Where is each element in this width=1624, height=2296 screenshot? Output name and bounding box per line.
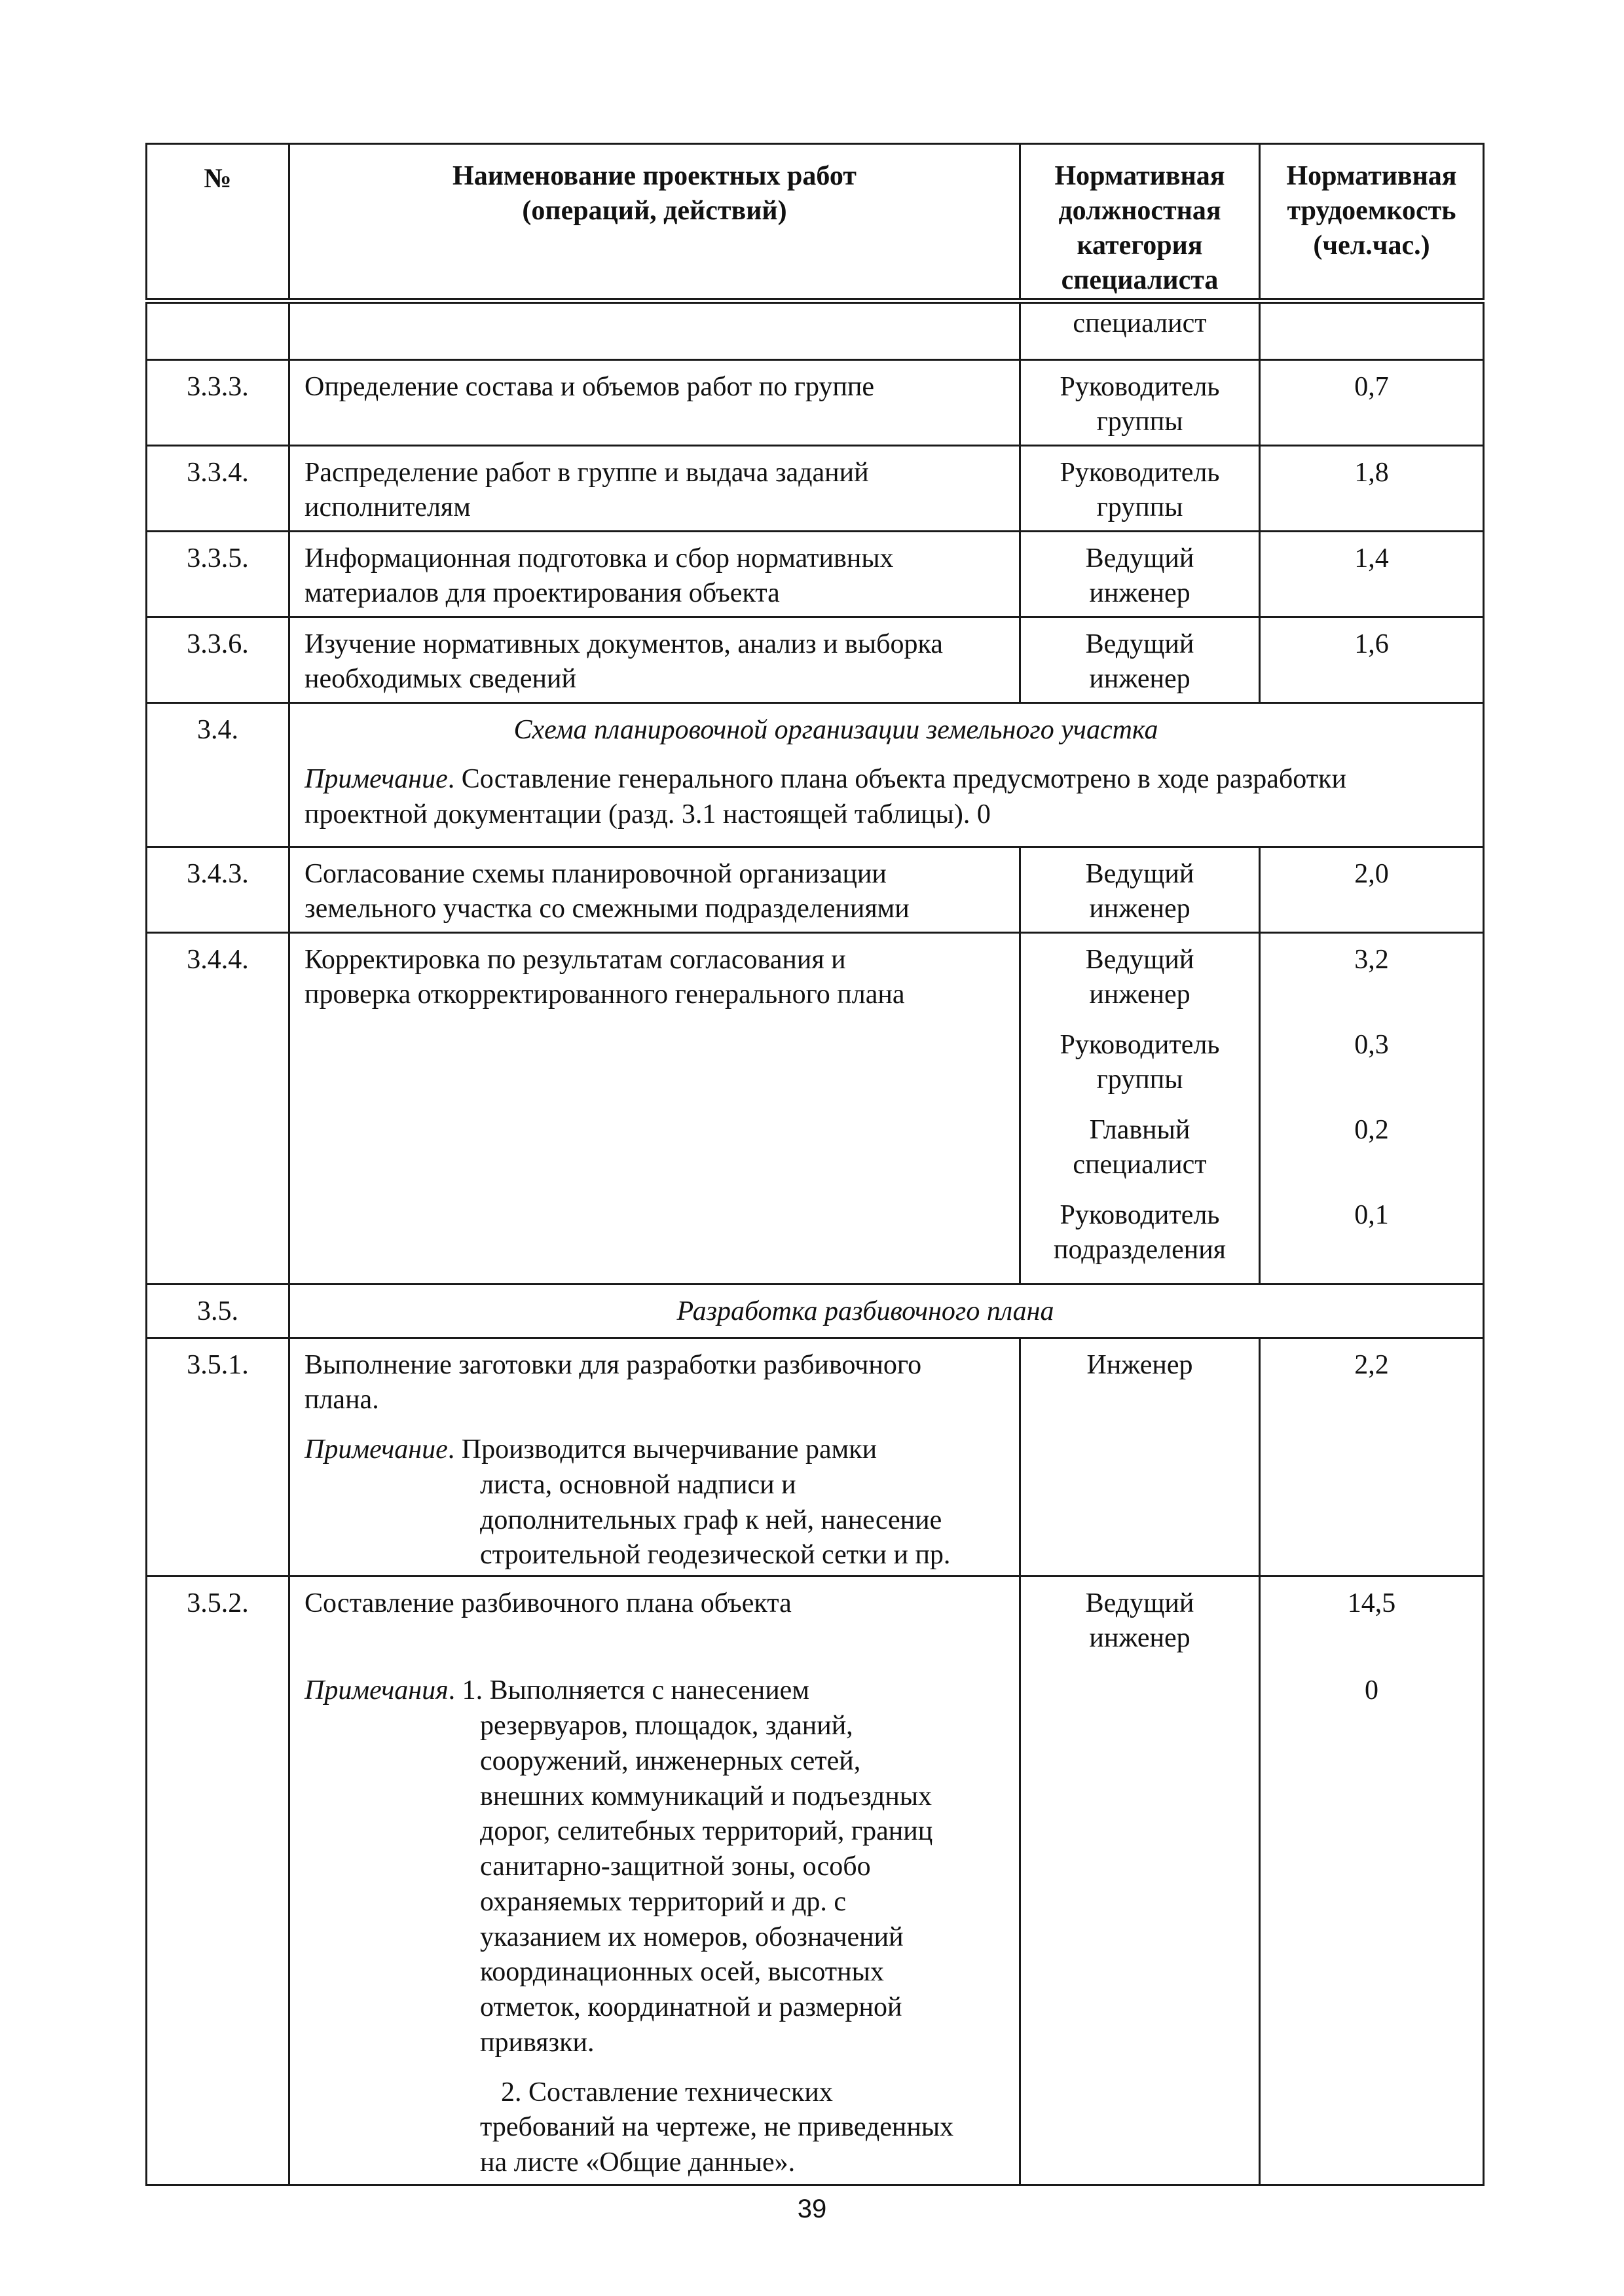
cell-category: Ведущий инженер <box>1020 847 1260 932</box>
table-row-3-3-4 <box>147 445 1484 531</box>
cell-number: 3.3.6. <box>147 617 289 702</box>
cell-labor: 14,5 0 <box>1260 1576 1484 2185</box>
cell-name: Согласование схемы планировочной организации земельного участка со смежными подразделениями <box>289 847 1020 932</box>
cell-labor: 1,4 <box>1260 531 1484 617</box>
cell-number: 3.5.2. <box>147 1576 289 2185</box>
table-row-3-3-5 <box>147 531 1484 617</box>
labor-entry: 0,3 <box>1354 1029 1389 1060</box>
labor-entry: 3,2 <box>1354 944 1389 975</box>
cell-number: 3.4.3. <box>147 847 289 932</box>
section-title: Разработка разбивочного плана <box>676 1296 1054 1326</box>
cell-labor <box>1260 301 1484 359</box>
cell-name: Информационная подготовка и сбор нормативных материалов для проектирования объекта <box>289 531 1020 617</box>
cell-name <box>289 301 1020 359</box>
cell-labor <box>1260 932 1484 1284</box>
category-entry: Руководитель группы <box>1060 1029 1220 1095</box>
cell-labor: 1,6 <box>1260 617 1484 702</box>
cell-name: Изучение нормативных документов, анализ и выборка необходимых сведений <box>289 617 1020 702</box>
labor-note-value: 0 <box>1365 1675 1378 1706</box>
cell-number: 3.3.5. <box>147 531 289 617</box>
row-note: Примечание. Производится вычерчивание рамки листа, основной надписи и дополнительных граф к ней, нанесение строительной геодезической сетки и пр. <box>304 1434 951 1571</box>
cell-name: Составление разбивочного плана объекта Примечания. 1. Выполняется с нанесением резервуаров, площадок, зданий, сооружений, инженерных сетей, внешних коммуникаций и подъездных дорог, селитебных территорий, границ санитарно-защитной зоны, особо охраняемых территорий и др. с указанием их номеров, обозначений координационных осей, высотных отметок, координатной и размерной привязки. 2. Составление технических требований на чертеже, не приведенных на листе «Общие данные». <box>289 1576 1020 2185</box>
cell-number: 3.3.3. <box>147 359 289 445</box>
category-entry: Главный специалист <box>1073 1114 1207 1180</box>
category-entry: Руководитель подразделения <box>1054 1199 1226 1266</box>
section-title: Схема планировочной организации земельного участка <box>513 714 1158 745</box>
table-row-3-4-3 <box>147 847 1484 932</box>
cell-number: 3.4. <box>147 702 289 847</box>
table-row-3-3-3 <box>147 359 1484 445</box>
norms-table <box>145 143 1485 2186</box>
labor-entry: 0,2 <box>1354 1114 1389 1145</box>
table-row-continuation <box>147 301 1484 359</box>
cell-name: Корректировка по результатам согласования и проверка откорректированного генерального плана <box>289 932 1020 1284</box>
cell-category: специалист <box>1020 301 1260 359</box>
cell-labor: 2,2 <box>1260 1338 1484 1576</box>
cell-labor: 0,7 <box>1260 359 1484 445</box>
cell-category: Инженер <box>1020 1338 1260 1576</box>
table-row-3-3-6 <box>147 617 1484 702</box>
cell-number: 3.3.4. <box>147 445 289 531</box>
cell-number: 3.5.1. <box>147 1338 289 1576</box>
cell-labor: 2,0 <box>1260 847 1484 932</box>
table-row-section-3-5 <box>147 1284 1484 1338</box>
cell-category: Ведущий инженер <box>1020 617 1260 702</box>
table-row-3-4-4 <box>147 932 1484 1284</box>
cell-section <box>289 702 1484 847</box>
header-specialist-category: Нормативная должностная категория специалиста <box>1020 144 1260 301</box>
table-row-section-3-4 <box>147 702 1484 847</box>
table-row-3-5-1 <box>147 1338 1484 1576</box>
cell-category <box>1020 932 1260 1284</box>
cell-labor: 1,8 <box>1260 445 1484 531</box>
cell-number: 3.4.4. <box>147 932 289 1284</box>
header-number: № <box>147 144 289 301</box>
section-note: Примечание. Составление генерального плана объекта предусмотрено в ходе разработки проектной документации (разд. 3.1 настоящей таблицы). 0 <box>304 764 1346 830</box>
labor-entry: 0,1 <box>1354 1199 1389 1230</box>
cell-name: Распределение работ в группе и выдача заданий исполнителям <box>289 445 1020 531</box>
cell-category: Руководитель группы <box>1020 359 1260 445</box>
row-note: Примечания. 1. Выполняется с нанесением резервуаров, площадок, зданий, сооружений, инженерных сетей, внешних коммуникаций и подъездных дорог, селитебных территорий, границ санитарно-защитной зоны, особо охраняемых территорий и др. с указанием их номеров, обозначений координационных осей, высотных отметок, координатной и размерной привязки. 2. Составление технических требований на чертеже, не приведенных на листе «Общие данные». <box>304 1675 954 2178</box>
header-labor-intensity: Нормативная трудоемкость (чел.час.) <box>1260 144 1484 301</box>
table-row-3-5-2 <box>147 1576 1484 2185</box>
cell-number <box>147 301 289 359</box>
cell-category: Ведущий инженер <box>1020 531 1260 617</box>
cell-category: Руководитель группы <box>1020 445 1260 531</box>
category-entry: Ведущий инженер <box>1085 944 1194 1010</box>
cell-number: 3.5. <box>147 1284 289 1338</box>
header-work-name: Наименование проектных работ (операций, действий) <box>289 144 1020 301</box>
cell-name: Определение состава и объемов работ по группе <box>289 359 1020 445</box>
cell-category: Ведущий инженер <box>1020 1576 1260 2185</box>
table-header-row <box>147 144 1484 301</box>
cell-name: Выполнение заготовки для разработки разбивочного плана. Примечание. Производится вычерчивание рамки листа, основной надписи и дополнительных граф к ней, нанесение строительной геодезической сетки и пр. <box>289 1338 1020 1576</box>
cell-section <box>289 1284 1484 1338</box>
page-number: 39 <box>797 2195 827 2223</box>
